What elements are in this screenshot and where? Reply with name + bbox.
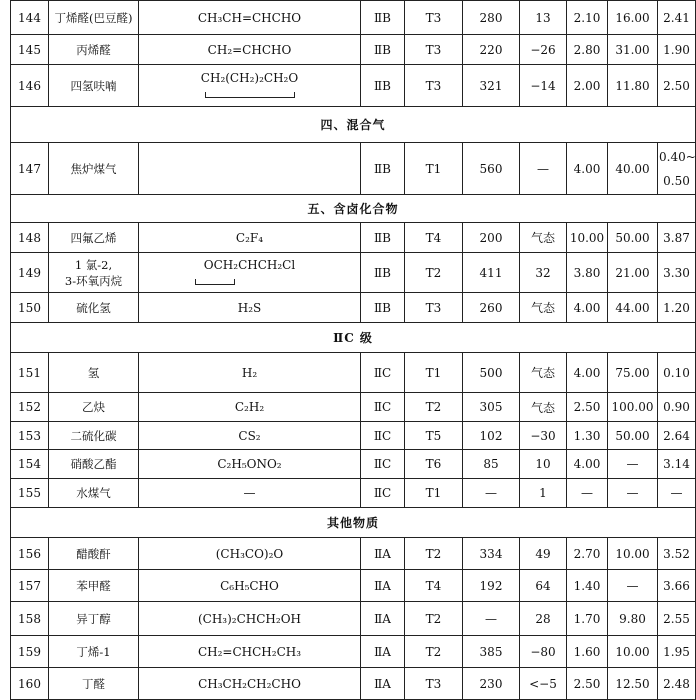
row-number: 153 (11, 422, 49, 450)
formula: OCH₂CHCH₂Cl (203, 257, 296, 272)
upper-limit: 21.00 (608, 253, 658, 293)
upper-limit: 100.00 (608, 393, 658, 422)
formula: C₂F₄ (139, 223, 361, 253)
section-title: 其他物质 (11, 508, 696, 538)
lower-limit: 2.00 (567, 65, 608, 107)
substance-name: 丙烯醛 (49, 35, 139, 65)
upper-limit: 10.00 (608, 636, 658, 668)
substance-name: 二硫化碳 (49, 422, 139, 450)
ignition-temp: 230 (463, 668, 520, 700)
substance-name: 丁烯醛(巴豆醛) (49, 1, 139, 35)
substance-name-line-1: 1 氯-2, (74, 257, 113, 272)
density-cell (658, 143, 696, 195)
lower-limit: 1.70 (567, 602, 608, 636)
table-row (11, 35, 696, 65)
formula: (CH₃CO)₂O (139, 538, 361, 570)
row-number: 148 (11, 223, 49, 253)
density: 0.10 (658, 353, 696, 393)
density: 2.41 (658, 1, 696, 35)
flash-point: −26 (520, 35, 567, 65)
substance-name: 丁烯-1 (49, 636, 139, 668)
table-row (11, 570, 696, 602)
formula: C₆H₅CHO (139, 570, 361, 602)
group: ⅡA (361, 570, 405, 602)
density-line-1: 0.40~ (659, 149, 696, 164)
group: ⅡC (361, 479, 405, 508)
density: 3.52 (658, 538, 696, 570)
formula: CS₂ (139, 422, 361, 450)
temp-class: T2 (405, 538, 463, 570)
ignition-temp: 220 (463, 35, 520, 65)
substance-name-cell (49, 253, 139, 293)
row-number: 151 (11, 353, 49, 393)
group: ⅡC (361, 422, 405, 450)
section-row (11, 323, 696, 353)
substance-name: 乙炔 (49, 393, 139, 422)
upper-limit: — (608, 450, 658, 479)
row-number: 156 (11, 538, 49, 570)
density: — (658, 479, 696, 508)
substance-name: 醋酸酐 (49, 538, 139, 570)
lower-limit: 4.00 (567, 450, 608, 479)
upper-limit: 11.80 (608, 65, 658, 107)
formula: C₂H₂ (139, 393, 361, 422)
section-row (11, 107, 696, 143)
flash-point: 64 (520, 570, 567, 602)
lower-limit: 4.00 (567, 143, 608, 195)
substance-name: 四氟乙烯 (49, 223, 139, 253)
temp-class: T5 (405, 422, 463, 450)
density: 2.48 (658, 668, 696, 700)
substance-name: 苯甲醛 (49, 570, 139, 602)
table-row (11, 223, 696, 253)
lower-limit: 1.30 (567, 422, 608, 450)
density: 1.95 (658, 636, 696, 668)
lower-limit: 1.40 (567, 570, 608, 602)
table-row (11, 293, 696, 323)
table-row (11, 636, 696, 668)
flash-point: 1 (520, 479, 567, 508)
table-row (11, 538, 696, 570)
table-row (11, 143, 696, 195)
group: ⅡB (361, 35, 405, 65)
lower-limit: 4.00 (567, 353, 608, 393)
row-number: 157 (11, 570, 49, 602)
ignition-temp: 200 (463, 223, 520, 253)
substance-name: 硫化氢 (49, 293, 139, 323)
temp-class: T3 (405, 35, 463, 65)
table-row (11, 602, 696, 636)
formula: CH₂=CHCHO (139, 35, 361, 65)
section-row (11, 195, 696, 223)
density: 0.90 (658, 393, 696, 422)
lower-limit: 1.60 (567, 636, 608, 668)
lower-limit: 2.50 (567, 393, 608, 422)
flash-point: 13 (520, 1, 567, 35)
density: 1.20 (658, 293, 696, 323)
temp-class: T1 (405, 353, 463, 393)
density: 3.87 (658, 223, 696, 253)
ignition-temp: 334 (463, 538, 520, 570)
substance-name-line-2: 3-环氧丙烷 (64, 273, 123, 288)
ignition-temp: 321 (463, 65, 520, 107)
table-row (11, 253, 696, 293)
formula: H₂ (139, 353, 361, 393)
lower-limit: 2.50 (567, 668, 608, 700)
ignition-temp: 305 (463, 393, 520, 422)
substance-name: 焦炉煤气 (49, 143, 139, 195)
upper-limit: 40.00 (608, 143, 658, 195)
flash-point: 气态 (520, 393, 567, 422)
temp-class: T6 (405, 450, 463, 479)
group: ⅡC (361, 393, 405, 422)
flash-point: 28 (520, 602, 567, 636)
group: ⅡA (361, 636, 405, 668)
group: ⅡA (361, 602, 405, 636)
group: ⅡA (361, 538, 405, 570)
formula: CH₃CH=CHCHO (139, 1, 361, 35)
table-row (11, 353, 696, 393)
temp-class: T1 (405, 479, 463, 508)
temp-class: T2 (405, 393, 463, 422)
group: ⅡB (361, 65, 405, 107)
lower-limit: 4.00 (567, 293, 608, 323)
ring-bracket (195, 279, 235, 285)
group: ⅡC (361, 450, 405, 479)
substance-name: 异丁醇 (49, 602, 139, 636)
upper-limit: 44.00 (608, 293, 658, 323)
table-row (11, 1, 696, 35)
table-row (11, 479, 696, 508)
formula: CH₂=CHCH₂CH₃ (139, 636, 361, 668)
density: 3.14 (658, 450, 696, 479)
row-number: 158 (11, 602, 49, 636)
density: 2.50 (658, 65, 696, 107)
ignition-temp: — (463, 602, 520, 636)
upper-limit: 9.80 (608, 602, 658, 636)
ignition-temp: — (463, 479, 520, 508)
table-row (11, 65, 696, 107)
upper-limit: 16.00 (608, 1, 658, 35)
lower-limit: 2.70 (567, 538, 608, 570)
flash-point: −80 (520, 636, 567, 668)
substance-name: 氢 (49, 353, 139, 393)
flash-point: 32 (520, 253, 567, 293)
row-number: 146 (11, 65, 49, 107)
row-number: 147 (11, 143, 49, 195)
row-number: 150 (11, 293, 49, 323)
temp-class: T4 (405, 570, 463, 602)
flash-point: 49 (520, 538, 567, 570)
table-row (11, 393, 696, 422)
row-number: 160 (11, 668, 49, 700)
density: 2.55 (658, 602, 696, 636)
chemical-properties-table (10, 0, 696, 700)
upper-limit: 31.00 (608, 35, 658, 65)
formula (139, 143, 361, 195)
formula: CH₃CH₂CH₂CHO (139, 668, 361, 700)
upper-limit: 10.00 (608, 538, 658, 570)
temp-class: T3 (405, 1, 463, 35)
row-number: 152 (11, 393, 49, 422)
formula: (CH₃)₂CHCH₂OH (139, 602, 361, 636)
density: 3.66 (658, 570, 696, 602)
group: ⅡC (361, 353, 405, 393)
density: 2.64 (658, 422, 696, 450)
substance-name: 四氢呋喃 (49, 65, 139, 107)
group: ⅡA (361, 668, 405, 700)
temp-class: T2 (405, 602, 463, 636)
flash-point: — (520, 143, 567, 195)
section-title: ⅡC 级 (11, 323, 696, 353)
table-row (11, 668, 696, 700)
flash-point: 10 (520, 450, 567, 479)
row-number: 149 (11, 253, 49, 293)
temp-class: T3 (405, 668, 463, 700)
upper-limit: 75.00 (608, 353, 658, 393)
lower-limit: 10.00 (567, 223, 608, 253)
ignition-temp: 192 (463, 570, 520, 602)
upper-limit: 12.50 (608, 668, 658, 700)
flash-point: <−5 (520, 668, 567, 700)
density: 1.90 (658, 35, 696, 65)
flash-point: −14 (520, 65, 567, 107)
section-title: 五、含卤化合物 (11, 195, 696, 223)
lower-limit: — (567, 479, 608, 508)
table-row (11, 422, 696, 450)
row-number: 154 (11, 450, 49, 479)
upper-limit: — (608, 570, 658, 602)
ignition-temp: 560 (463, 143, 520, 195)
temp-class: T1 (405, 143, 463, 195)
formula: C₂H₅ONO₂ (139, 450, 361, 479)
density: 3.30 (658, 253, 696, 293)
temp-class: T3 (405, 293, 463, 323)
ignition-temp: 500 (463, 353, 520, 393)
row-number: 159 (11, 636, 49, 668)
ignition-temp: 85 (463, 450, 520, 479)
section-title: 四、混合气 (11, 107, 696, 143)
flash-point: −30 (520, 422, 567, 450)
substance-name: 水煤气 (49, 479, 139, 508)
substance-name: 丁醛 (49, 668, 139, 700)
group: ⅡB (361, 253, 405, 293)
upper-limit: — (608, 479, 658, 508)
temp-class: T2 (405, 253, 463, 293)
temp-class: T2 (405, 636, 463, 668)
ignition-temp: 411 (463, 253, 520, 293)
flash-point: 气态 (520, 223, 567, 253)
ignition-temp: 260 (463, 293, 520, 323)
row-number: 145 (11, 35, 49, 65)
row-number: 144 (11, 1, 49, 35)
group: ⅡB (361, 1, 405, 35)
row-number: 155 (11, 479, 49, 508)
substance-name: 硝酸乙酯 (49, 450, 139, 479)
temp-class: T3 (405, 65, 463, 107)
formula-cell (139, 253, 361, 293)
flash-point: 气态 (520, 293, 567, 323)
section-row (11, 508, 696, 538)
formula: CH₂(CH₂)₂CH₂O (200, 70, 299, 85)
flash-point: 气态 (520, 353, 567, 393)
group: ⅡB (361, 143, 405, 195)
lower-limit: 2.80 (567, 35, 608, 65)
upper-limit: 50.00 (608, 422, 658, 450)
group: ⅡB (361, 223, 405, 253)
temp-class: T4 (405, 223, 463, 253)
upper-limit: 50.00 (608, 223, 658, 253)
group: ⅡB (361, 293, 405, 323)
lower-limit: 3.80 (567, 253, 608, 293)
formula: H₂S (139, 293, 361, 323)
formula: — (139, 479, 361, 508)
density-line-2: 0.50 (663, 173, 690, 188)
table-row (11, 450, 696, 479)
formula-cell (139, 65, 361, 107)
ignition-temp: 280 (463, 1, 520, 35)
lower-limit: 2.10 (567, 1, 608, 35)
ring-bracket (205, 92, 295, 98)
ignition-temp: 385 (463, 636, 520, 668)
ignition-temp: 102 (463, 422, 520, 450)
